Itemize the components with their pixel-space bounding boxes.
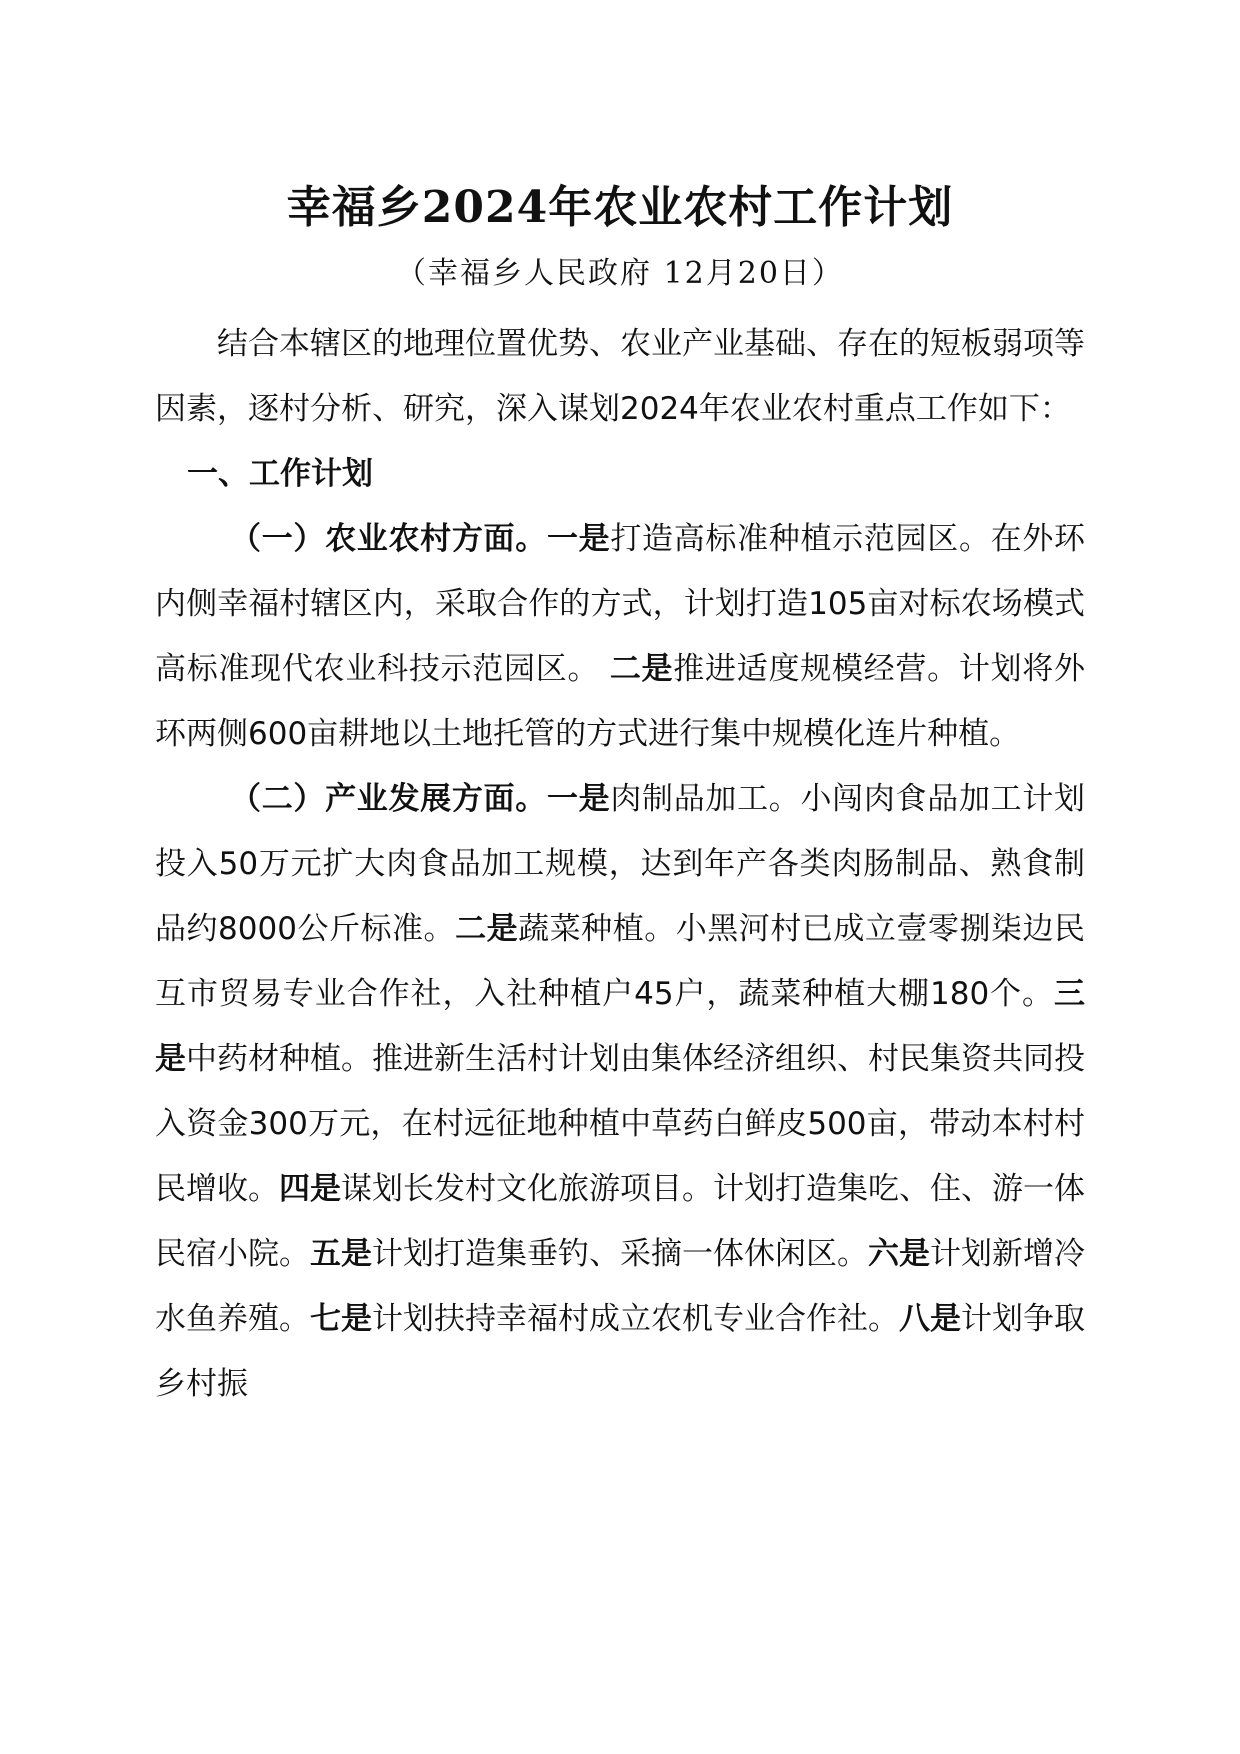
item-text: 计划打造集垂钓、采摘一体休闲区。 bbox=[372, 1236, 868, 1272]
agriculture-paragraph bbox=[155, 507, 1085, 767]
item-label: 六是 bbox=[868, 1236, 930, 1272]
item-label: 二是 bbox=[455, 911, 519, 947]
item-label: 一是 bbox=[546, 521, 611, 557]
document-subtitle: （幸福乡人民政府 12月20日） bbox=[396, 256, 844, 291]
item-text: 计划争取乡村振 bbox=[155, 1301, 1085, 1402]
item-label: 一是 bbox=[546, 781, 611, 817]
item-text: 小闯肉食品加工计划投入50万元扩大肉食品加工规模，达到年产各类肉肠制品、熟食制品约8000公斤标准。 bbox=[155, 781, 1086, 947]
item-text: 中药材种植。推进新生活村计划由集体经济组织、村民集资共同投入资金300万元，在村远征地种植中草药白鲜皮500亩，带动本村村民增收。 bbox=[155, 1041, 1085, 1207]
document-body bbox=[155, 312, 1085, 1417]
item-text: 推进适度规模经营。计划将外环两侧600亩耕地以土地托管的方式进行集中规模化连片种植。 bbox=[155, 651, 1086, 752]
industry-paragraph bbox=[155, 767, 1085, 1417]
item-label: 七是 bbox=[310, 1301, 372, 1337]
industry-heading: （二）产业发展方面。 bbox=[230, 781, 547, 817]
item-text: 小黑河村已成立壹零捌柒边民互市贸易专业合作社，入社种植户45户，蔬菜种植大棚180个。 bbox=[155, 911, 1086, 1012]
item-label: 四是 bbox=[279, 1171, 341, 1207]
item-text: 谋划长发村文化旅游项目。计划打造集吃、住、游一体民宿小院。 bbox=[155, 1171, 1085, 1272]
item-title: 蔬菜种植。 bbox=[518, 911, 676, 947]
item-text: 计划新增冷水鱼养殖。 bbox=[155, 1236, 1085, 1337]
document-title: 幸福乡2024年农业农村工作计划 bbox=[286, 182, 954, 233]
item-label: 八是 bbox=[899, 1301, 961, 1337]
item-label: 三是 bbox=[155, 976, 1085, 1077]
section-heading: 一、工作计划 bbox=[187, 456, 373, 492]
item-title: 肉制品加工。 bbox=[610, 781, 801, 817]
item-text: 打造高标准种植示范园区。在外环内侧幸福村辖区内，采取合作的方式，计划打造105亩对标农场模式高标准现代农业科技示范园区。 bbox=[155, 521, 1086, 687]
intro-paragraph: 结合本辖区的地理位置优势、农业产业基础、存在的短板弱项等因素，逐村分析、研究，深入谋划2024年农业农村重点工作如下： bbox=[155, 326, 1085, 427]
item-label: 二是 bbox=[609, 651, 674, 687]
item-label: 五是 bbox=[310, 1236, 372, 1272]
agriculture-heading: （一）农业农村方面。 bbox=[230, 521, 547, 557]
item-text: 计划扶持幸福村成立农机专业合作社。 bbox=[372, 1301, 899, 1337]
